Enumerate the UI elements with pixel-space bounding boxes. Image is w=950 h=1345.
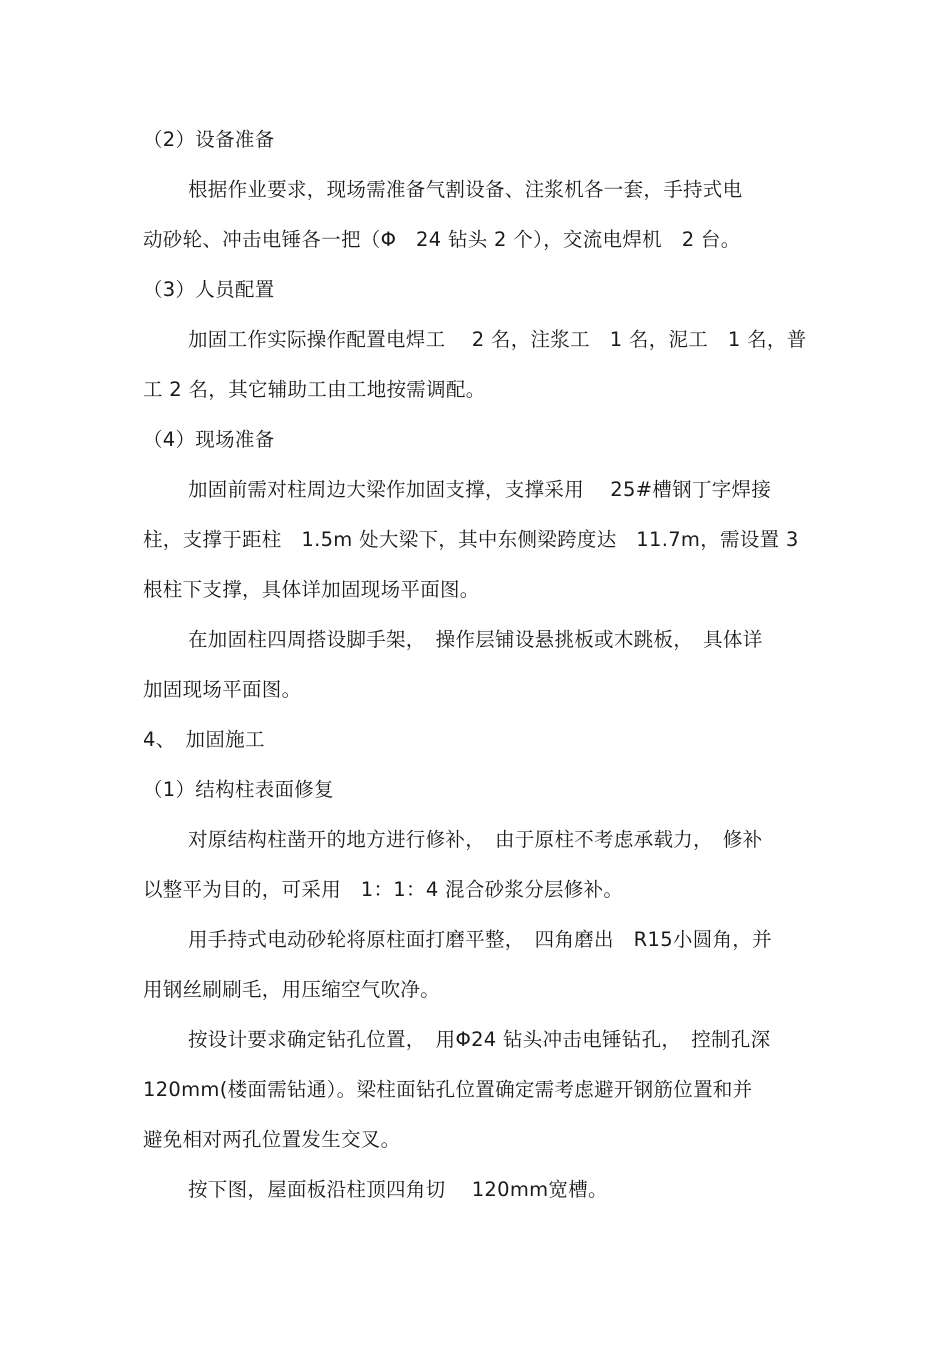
heading-column-surface-repair: （1）结构柱表面修复: [143, 778, 334, 801]
paragraph-line: 用手持式电动砂轮将原柱面打磨平整， 四角磨出 R15小圆角，并: [188, 928, 772, 951]
paragraph-line: 在加固柱四周搭设脚手架， 操作层铺设悬挑板或木跳板， 具体详: [188, 628, 763, 651]
paragraph-line: 以整平为目的，可采用 1：1：4 混合砂浆分层修补。: [143, 878, 624, 901]
paragraph-line: 避免相对两孔位置发生交叉。: [143, 1128, 401, 1151]
paragraph-line: 对原结构柱凿开的地方进行修补， 由于原柱不考虑承载力， 修补: [188, 828, 763, 851]
heading-staff-allocation: （3）人员配置: [143, 278, 275, 301]
paragraph-line: 动砂轮、冲击电锤各一把（Φ 24 钻头 2 个），交流电焊机 2 台。: [143, 228, 741, 251]
paragraph-line: 柱，支撑于距柱 1.5m 处大梁下，其中东侧梁跨度达 11.7m，需设置 3: [143, 528, 799, 551]
heading-reinforcement-construction: 4、 加固施工: [143, 728, 265, 751]
paragraph-line: 按设计要求确定钻孔位置， 用Φ24 钻头冲击电锤钻孔， 控制孔深: [188, 1028, 771, 1051]
paragraph-line: 加固工作实际操作配置电焊工 2 名，注浆工 1 名，泥工 1 名，普: [188, 328, 807, 351]
paragraph-line: 加固现场平面图。: [143, 678, 302, 701]
paragraph-line: 加固前需对柱周边大梁作加固支撑，支撑采用 25#槽钢丁字焊接: [188, 478, 772, 501]
heading-equipment-preparation: （2）设备准备: [143, 128, 275, 151]
paragraph-line: 根据作业要求，现场需准备气割设备、注浆机各一套，手持式电: [188, 178, 743, 201]
heading-site-preparation: （4）现场准备: [143, 428, 275, 451]
paragraph-line: 工 2 名，其它辅助工由工地按需调配。: [143, 378, 486, 401]
paragraph-line: 根柱下支撑，具体详加固现场平面图。: [143, 578, 480, 601]
paragraph-line: 用钢丝刷刷毛，用压缩空气吹净。: [143, 978, 441, 1001]
paragraph-line: 按下图，屋面板沿柱顶四角切 120mm宽槽。: [188, 1178, 608, 1201]
paragraph-line: 120mm(楼面需钻通）。梁柱面钻孔位置确定需考虑避开钢筋位置和并: [143, 1078, 753, 1101]
